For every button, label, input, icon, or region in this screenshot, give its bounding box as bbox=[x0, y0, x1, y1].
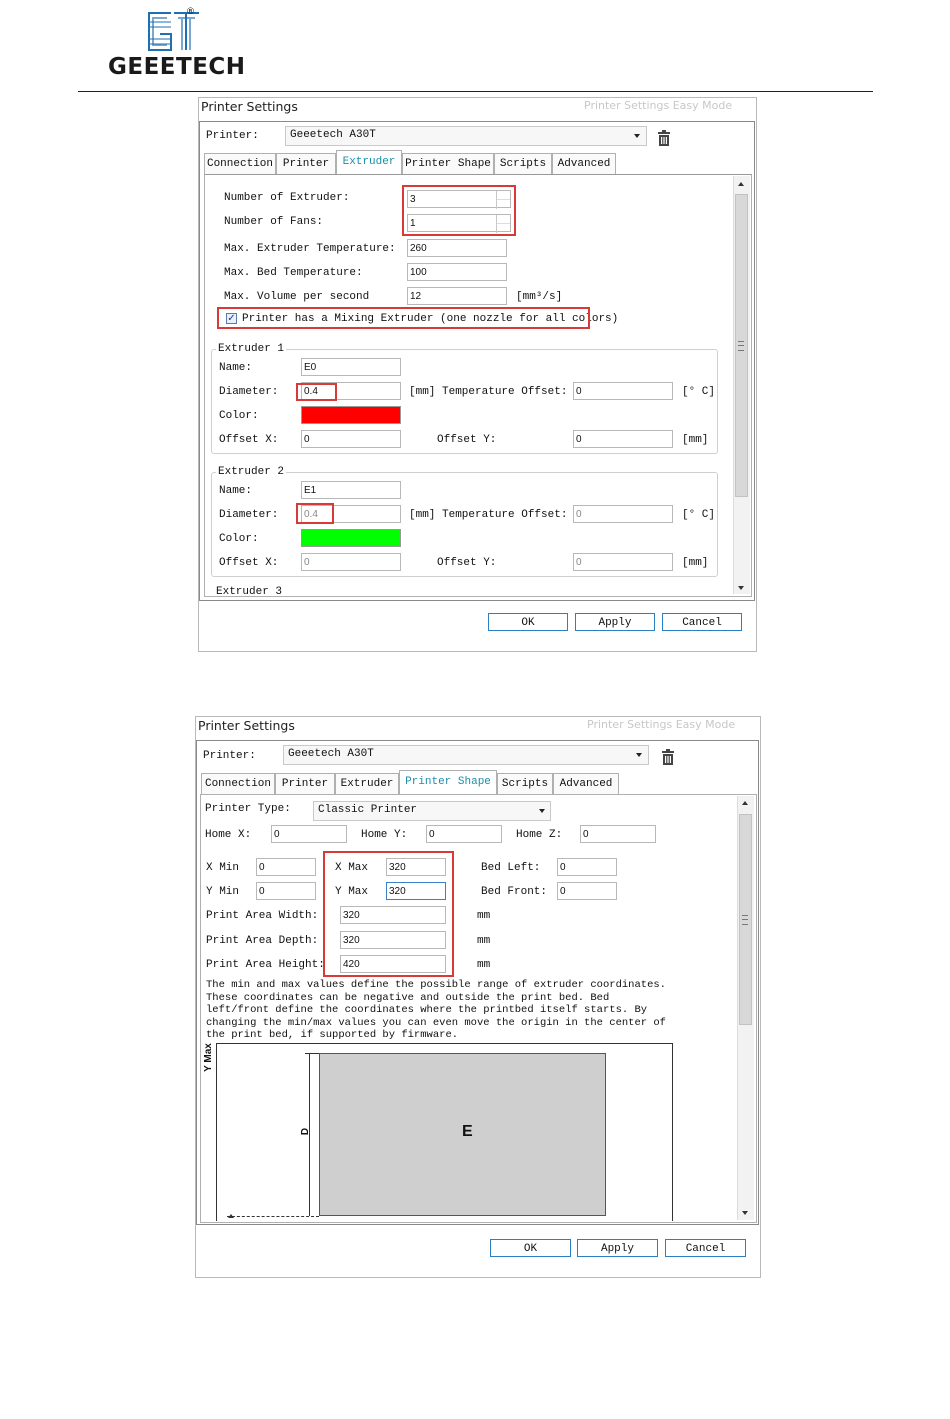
highlight-box bbox=[296, 503, 334, 524]
help-line: The min and max values define the possible range of extruder coordinates. bbox=[206, 979, 666, 991]
help-line: the print bed, if supported by firmware. bbox=[206, 1029, 459, 1041]
highlight-box bbox=[217, 307, 590, 329]
home-y-label: Home Y: bbox=[361, 829, 408, 841]
dialog2-ghost-title: Printer Settings Easy Mode bbox=[587, 718, 736, 731]
printer-select[interactable] bbox=[285, 126, 647, 146]
tab-connection[interactable]: Connection bbox=[204, 153, 276, 174]
home-z-input[interactable]: 0 bbox=[580, 825, 656, 843]
x-max-input[interactable]: 320 bbox=[386, 858, 446, 876]
depth-tick-top bbox=[305, 1053, 319, 1054]
tab-extruder[interactable]: Extruder bbox=[335, 773, 399, 794]
e1-temp-offset-input[interactable]: 0 bbox=[573, 382, 673, 400]
max-bed-temp-label: Max. Bed Temperature: bbox=[224, 267, 363, 279]
e2-offset-y-label: Offset Y: bbox=[437, 557, 497, 569]
chevron-down-icon bbox=[636, 753, 642, 757]
e2-offset-y-input[interactable]: 0 bbox=[573, 553, 673, 571]
diagram-d-label: D bbox=[300, 1127, 312, 1136]
printer-label: Printer: bbox=[206, 130, 259, 142]
e1-temp-offset-label: [mm] Temperature Offset: bbox=[409, 386, 568, 398]
e1-offset-y-label: Offset Y: bbox=[437, 434, 497, 446]
dialog2-title: Printer Settings bbox=[198, 718, 295, 733]
print-area-height-unit: mm bbox=[477, 959, 491, 971]
chevron-down-icon bbox=[634, 134, 640, 138]
e1-diameter-input[interactable]: 0.4 bbox=[301, 382, 401, 400]
cancel-button[interactable]: Cancel bbox=[665, 1239, 746, 1257]
max-extruder-temp-label: Max. Extruder Temperature: bbox=[224, 243, 396, 255]
print-area-width-label: Print Area Width: bbox=[206, 910, 319, 922]
x-min-input[interactable]: 0 bbox=[256, 858, 316, 876]
tab-printer[interactable]: Printer bbox=[276, 153, 336, 174]
num-extruder-label: Number of Extruder: bbox=[224, 192, 350, 204]
arrow-up-icon bbox=[228, 1214, 234, 1218]
max-extruder-temp-input[interactable]: 260 bbox=[407, 239, 507, 257]
dialog1-title: Printer Settings bbox=[201, 99, 298, 114]
ok-button[interactable]: OK bbox=[488, 613, 568, 631]
printer-label: Printer: bbox=[203, 750, 256, 762]
help-line: changing the min/max values you can even move the origin in the center of bbox=[206, 1016, 666, 1029]
brand-name: GEEETECH bbox=[108, 54, 246, 80]
highlight-box bbox=[402, 185, 516, 236]
scroll-up-arrow-icon[interactable] bbox=[738, 182, 744, 186]
e2-color-label: Color: bbox=[219, 533, 259, 545]
num-extruder-value: 3 bbox=[410, 194, 416, 205]
max-volume-input[interactable]: 12 bbox=[407, 287, 507, 305]
printer-type-select[interactable] bbox=[313, 801, 551, 821]
diagram-e-label: E bbox=[462, 1123, 473, 1140]
max-bed-temp-input[interactable]: 100 bbox=[407, 263, 507, 281]
printer-type-label: Printer Type: bbox=[205, 803, 291, 815]
e1-color-swatch[interactable] bbox=[301, 406, 401, 424]
home-y-input[interactable]: 0 bbox=[426, 825, 502, 843]
printer-type-value: Classic Printer bbox=[318, 804, 418, 816]
grip-icon bbox=[742, 915, 748, 925]
e1-color-label: Color: bbox=[219, 410, 259, 422]
extruder3-title: Extruder 3 bbox=[216, 586, 283, 595]
printer-select[interactable] bbox=[283, 745, 649, 765]
print-area-height-label: Print Area Height: bbox=[206, 959, 325, 971]
tab-connection[interactable]: Connection bbox=[201, 773, 275, 794]
x-min-label: X Min bbox=[206, 862, 240, 874]
tab-extruder[interactable]: Extruder bbox=[336, 150, 402, 175]
num-fans-value: 1 bbox=[410, 218, 416, 229]
chevron-down-icon bbox=[539, 809, 545, 813]
bed-left-label: Bed Left: bbox=[481, 862, 541, 874]
y-min-label: Y Min bbox=[206, 886, 240, 898]
e1-offset-x-input[interactable]: 0 bbox=[301, 430, 401, 448]
mixing-checkbox[interactable]: ✓ bbox=[227, 313, 236, 324]
tab-scripts[interactable]: Scripts bbox=[497, 773, 553, 794]
tab-advanced[interactable]: Advanced bbox=[552, 153, 616, 174]
apply-button[interactable]: Apply bbox=[577, 1239, 658, 1257]
tab-scripts[interactable]: Scripts bbox=[494, 153, 552, 174]
y-max-label: Y Max bbox=[335, 886, 369, 898]
e2-temp-unit: [° C] bbox=[682, 509, 716, 521]
print-area-depth-unit: mm bbox=[477, 935, 491, 947]
extruder1-title: Extruder 1 bbox=[218, 343, 285, 355]
depth-tick-bottom bbox=[227, 1216, 319, 1217]
bed-front-label: Bed Front: bbox=[481, 886, 548, 898]
e1-temp-unit: [° C] bbox=[682, 386, 716, 398]
printer-select-value: Geeetech A30T bbox=[288, 748, 374, 760]
e2-offset-x-input[interactable]: 0 bbox=[301, 553, 401, 571]
dialog1-ghost-title: Printer Settings Easy Mode bbox=[584, 99, 733, 112]
home-x-label: Home X: bbox=[205, 829, 252, 841]
e2-color-swatch[interactable] bbox=[301, 529, 401, 547]
bed-front-input[interactable]: 0 bbox=[557, 882, 617, 900]
y-min-input[interactable]: 0 bbox=[256, 882, 316, 900]
scroll-down-arrow-icon[interactable] bbox=[742, 1211, 748, 1215]
ok-button[interactable]: OK bbox=[490, 1239, 571, 1257]
trash-icon[interactable] bbox=[661, 749, 675, 765]
help-line: These coordinates can be negative and outside the print bed. Bed bbox=[206, 991, 610, 1004]
max-volume-label: Max. Volume per second bbox=[224, 291, 370, 303]
e1-offset-unit: [mm] bbox=[682, 434, 709, 446]
e2-temp-offset-input[interactable]: 0 bbox=[573, 505, 673, 523]
e2-name-input[interactable]: E1 bbox=[301, 481, 401, 499]
e2-diameter-input[interactable]: 0.4 bbox=[301, 505, 401, 523]
printer-select-value: Geeetech A30T bbox=[290, 129, 376, 141]
max-volume-unit: [mm³/s] bbox=[516, 291, 563, 303]
e2-offset-x-label: Offset X: bbox=[219, 557, 279, 569]
e2-temp-offset-label: [mm] Temperature Offset: bbox=[409, 509, 568, 521]
tab-printer-shape[interactable]: Printer Shape bbox=[399, 770, 497, 795]
scroll-down-arrow-icon[interactable] bbox=[738, 586, 744, 590]
tab-printer[interactable]: Printer bbox=[275, 773, 335, 794]
help-text bbox=[206, 979, 666, 1042]
bed-left-input[interactable]: 0 bbox=[557, 858, 617, 876]
tab-printer-shape[interactable]: Printer Shape bbox=[402, 153, 494, 174]
e1-name-input[interactable]: E0 bbox=[301, 358, 401, 376]
highlight-box bbox=[296, 383, 337, 401]
print-area-depth-label: Print Area Depth: bbox=[206, 935, 319, 947]
tab-advanced[interactable]: Advanced bbox=[553, 773, 619, 794]
e1-diameter-label: Diameter: bbox=[219, 386, 279, 398]
scroll-up-arrow-icon[interactable] bbox=[742, 801, 748, 805]
num-fans-label: Number of Fans: bbox=[224, 216, 324, 228]
bed-diagram bbox=[216, 1043, 673, 1221]
print-area-height-input[interactable]: 420 bbox=[340, 955, 446, 973]
y-max-input[interactable]: 320 bbox=[386, 882, 446, 900]
e2-name-label: Name: bbox=[219, 485, 253, 497]
grip-icon bbox=[738, 341, 744, 351]
e1-name-label: Name: bbox=[219, 362, 253, 374]
extruder3-clip bbox=[212, 586, 512, 595]
help-line: left/front define the coordinates where the printbed itself starts. By bbox=[206, 1004, 648, 1016]
extruder2-title: Extruder 2 bbox=[218, 466, 285, 478]
e1-offset-x-label: Offset X: bbox=[219, 434, 279, 446]
header-divider bbox=[78, 91, 873, 92]
print-area-width-unit: mm bbox=[477, 910, 491, 922]
home-x-input[interactable]: 0 bbox=[271, 825, 347, 843]
highlight-box bbox=[323, 851, 454, 977]
print-area-depth-input[interactable]: 320 bbox=[340, 931, 446, 949]
apply-button[interactable]: Apply bbox=[575, 613, 655, 631]
x-max-label: X Max bbox=[335, 862, 369, 874]
e1-offset-y-input[interactable]: 0 bbox=[573, 430, 673, 448]
cancel-button[interactable]: Cancel bbox=[662, 613, 742, 631]
home-z-label: Home Z: bbox=[516, 829, 563, 841]
mixing-label: Printer has a Mixing Extruder (one nozzle for all colors) bbox=[242, 313, 619, 325]
registered-mark: ® bbox=[186, 7, 195, 17]
e2-diameter-label: Diameter: bbox=[219, 509, 279, 521]
diagram-ymax-label: Y Max bbox=[202, 1043, 214, 1072]
e2-offset-unit: [mm] bbox=[682, 557, 709, 569]
trash-icon[interactable] bbox=[657, 130, 671, 146]
print-area-width-input[interactable]: 320 bbox=[340, 906, 446, 924]
